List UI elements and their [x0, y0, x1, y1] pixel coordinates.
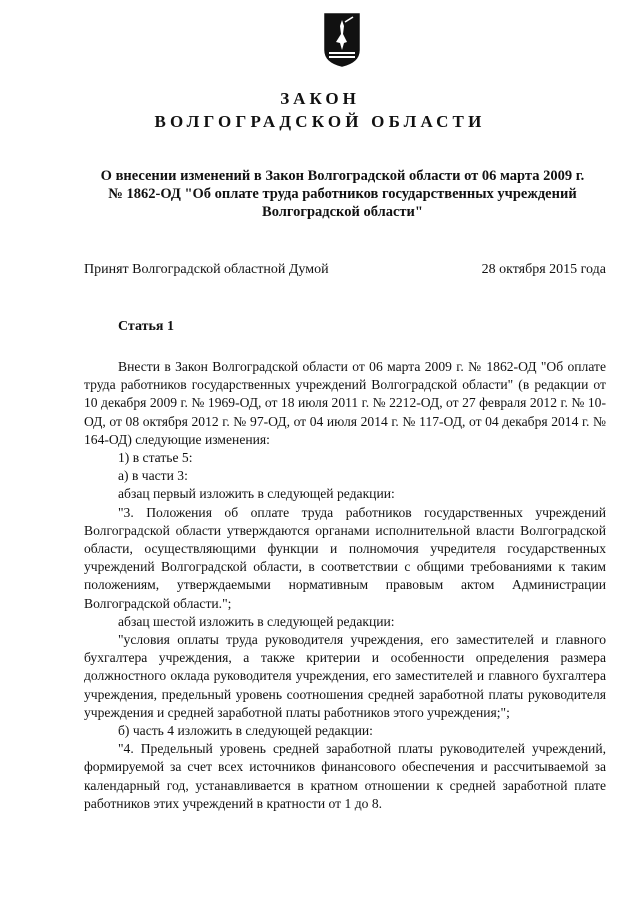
paragraph: "условия оплаты труда руководителя учреждения, его заместителей и главного бухгалтера учреждения, а также критерии и особенности определения размера должностного оклада руководителя учреждения, его заместителей и главного бухгалтера учреждения, предельный уровень соотношения средней заработной платы руководителя учреждения и средней заработной платы работников этого учреждения;"; — [84, 632, 606, 720]
paragraph: "3. Положения об оплате труда работников государственных учреждений Волгоградской области утверждаются органами исполнительной власти Волгоградской области, осуществляющими функции и полномочия учредителя государственных учреждений Волгоградской области, в соответствии с общими требованиями к таким положениям, утверждаемыми нормативным правовым актом Администрации Волгоградской области."; — [84, 504, 606, 611]
adopted-date: 28 октября 2015 года — [481, 262, 606, 277]
article-heading: Статья 1 — [118, 319, 174, 334]
law-subject — [70, 167, 615, 221]
paragraph: б) часть 4 изложить в следующей редакции: — [118, 723, 373, 739]
law-subject-line: № 1862-ОД "Об оплате труда работников государственных учреждений — [108, 186, 577, 202]
article-body — [84, 358, 606, 813]
paragraph: абзац шестой изложить в следующей редакции: — [118, 613, 395, 629]
paragraph: абзац первый изложить в следующей редакции: — [118, 486, 395, 502]
law-subject-line: О внесении изменений в Закон Волгоградской области от 06 марта 2009 г. — [100, 168, 585, 184]
law-subject-line: Волгоградской области" — [262, 204, 423, 220]
adopted-by: Принят Волгоградской областной Думой — [84, 262, 329, 277]
region-title: ВОЛГОГРАДСКОЙ ОБЛАСТИ — [154, 112, 486, 131]
paragraph: "4. Предельный уровень средней заработной платы руководителей учреждений, формируемой за счет всех источников финансового обеспечения и рассчитываемой за календарный год, устанавливается в кратном отношении к средней заработной плате работников этих учреждений в кратности от 1 до 8. — [84, 741, 606, 811]
paragraph: Внести в Закон Волгоградской области от 06 марта 2009 г. № 1862-ОД "Об оплате труда работников государственных учреждений Волгоградской области" (в редакции от 10 декабря 2009 г. № 1969-ОД, от 18 июля 2011 г. № 2212-ОД, от 27 февраля 2012 г. № 10-ОД, от 08 октября 2012 г. № 97-ОД, от 04 июля 2014 г. № 117-ОД, от 04 декабря 2014 г. № 164-ОД) следующие изменения: — [84, 359, 606, 447]
document-type-title: ЗАКОН — [280, 89, 360, 108]
paragraph: 1) в статье 5: — [118, 450, 193, 466]
paragraph: а) в части 3: — [118, 468, 188, 484]
coat-of-arms-icon — [323, 12, 361, 68]
